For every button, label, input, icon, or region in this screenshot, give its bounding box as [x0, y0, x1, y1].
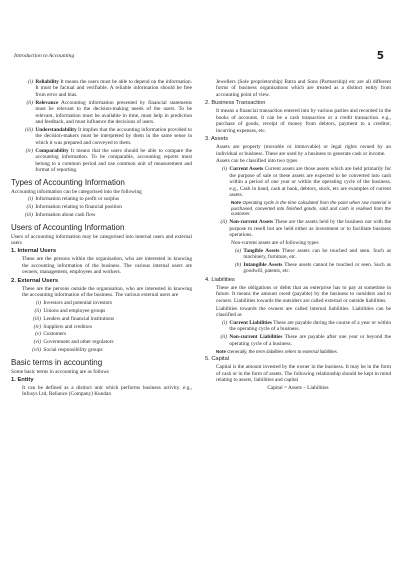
list-item — [11, 308, 192, 314]
page-number: 5 — [376, 50, 384, 62]
current-assets-item — [205, 166, 391, 198]
list-item — [11, 196, 192, 202]
definition: These are the assets held by the business not with the purpose to resell but are held either as investment or to facilitate business operations. — [229, 219, 391, 238]
page-header — [14, 52, 384, 64]
capital-formula: Capital = Assets – Liabilities — [267, 384, 329, 391]
types-intro: Accounting information can be categorised into the following — [11, 188, 142, 195]
term: Non-current Assets — [229, 219, 274, 226]
external-users-text: These are the persons outside the organisation, who are interested in knowing the accounting information of the business. The various external users are — [22, 285, 192, 299]
list-text: Information relating to profit or surplus — [35, 196, 120, 203]
assets-classified: Assets can be classified into two types — [216, 158, 298, 165]
liabilities-note — [205, 349, 391, 355]
list-item — [11, 324, 192, 330]
operating-cycle-note — [205, 200, 391, 217]
tangible-assets-item — [205, 248, 391, 261]
list-marker: (i) — [222, 319, 227, 326]
left-column — [11, 79, 192, 399]
subheading-liabilities: 4. Liabilities — [205, 276, 235, 283]
definition: These assets cannot be touched or seen. Such as goodwill, patents, etc. — [243, 261, 391, 275]
definition: Accounting information presented by financial statements must be relevant to the decision-making needs of the users. To be relevant, information must be available in time, must help in prediction and feedback, and must influence the decisions of users. — [35, 99, 192, 126]
non-current-liabilities-item — [205, 334, 391, 347]
entity-text: It can be defined as a distinct unit which performs business activity. e.g., Infosys Ltd, Reliance (Company) Kundan — [22, 385, 192, 398]
list-item — [11, 300, 192, 306]
subheading-internal-users: 1. Internal Users — [11, 248, 57, 255]
list-text: Investors and potential investors — [43, 300, 113, 307]
note-text: Operating cycle is the time calculated from the point when raw material is purchased, converted into finished goods, sold and cash is realised from the customer. — [231, 199, 391, 217]
list-marker: (i) — [28, 196, 33, 203]
term: Non-current Liabilities — [229, 334, 283, 341]
list-text: Suppliers and creditors — [43, 323, 93, 330]
list-text: Unions and employee groups — [43, 307, 106, 314]
right-column — [205, 79, 391, 393]
note-label: Note — [216, 348, 226, 354]
list-text: Social responsibility groups — [43, 347, 103, 354]
internal-users-text: These are the persons within the organisation, who are interested in knowing the accounting information of the business. The various internal users are owners, management, employees and workers. — [22, 256, 192, 276]
basic-terms-intro: Some basic terms in accounting are as follows — [11, 368, 110, 375]
list-marker: (b) — [234, 261, 241, 268]
list-marker: (vi) — [33, 339, 41, 346]
term: Reliability — [35, 79, 59, 85]
list-marker: (ii) — [220, 219, 227, 226]
non-current-assets-item — [205, 219, 391, 238]
note-text: Generally, the term liabilities refers to external liabilities. — [226, 348, 338, 354]
quality-item — [11, 127, 192, 146]
term: Intangible Assets — [243, 261, 283, 268]
list-marker: (iv) — [33, 323, 41, 330]
assets-text: Assets are property (movable or immovable) or legal rights owned by an individual or business. These are used by a business to generate cash or income. — [216, 144, 391, 157]
list-marker: (vii) — [32, 347, 41, 354]
list-item — [11, 316, 192, 322]
section-heading-basic-terms: Basic terms in accounting — [11, 357, 103, 367]
list-text: Lenders and financial institutions — [43, 315, 115, 322]
definition: It implies that the accounting information provided to the decision-makers must be interpreted by them in the same sense in which it was prepared and conveyed to them. — [35, 126, 192, 146]
term: Tangible Assets — [243, 247, 280, 254]
liabilities-text: These are the obligations or debts that an enterprise has to pay at sometime in future. It means the amount owed (payable) by the business to outsiders and to owners. Liabilities towards the outsiders are called external or outside liabilities. — [216, 284, 391, 304]
list-marker: (iv) — [25, 147, 33, 154]
subheading-assets: 3. Assets — [205, 136, 229, 143]
definition: It means the users must be able to depend on the information. It must be factual and verifiable. A reliable information should be free from error and bias. — [35, 79, 192, 98]
list-text: Government and other regulators — [43, 339, 114, 346]
subheading-external-users: 2. External Users — [11, 277, 59, 284]
quality-item — [11, 79, 192, 98]
subheading-entity: 1. Entity — [11, 377, 34, 384]
term: Current Assets — [229, 166, 264, 173]
definition: Current assets are those assets which are held primarily for the purpose of sale or these assets are expected to be converted into cash within a period of one year or within the operating cycle of the business. e.g., Cash in hand, cash at bank, debtors, stock, etc are examples of current assets. — [229, 166, 391, 199]
section-heading-types: Types of Accounting Information — [11, 177, 125, 187]
list-marker: (ii) — [26, 204, 33, 211]
list-marker: (i) — [222, 166, 227, 173]
business-transaction-text: It means a financial transaction entered into by various parties and recorded in the books of accounts. It can be a cash transaction or a credit transaction. e.g., purchase of goods, receipt of money from debtors, payment to a creditor, incurring expenses, etc. — [216, 108, 391, 134]
list-text: Customers — [43, 331, 67, 338]
subheading-capital: 5. Capital — [205, 356, 230, 363]
list-marker: (iii) — [25, 126, 33, 133]
definition: These are payable during the course of a year or within the operating cycle of a business. — [229, 319, 391, 333]
list-item — [11, 347, 192, 353]
list-marker: (v) — [35, 331, 41, 338]
term: Current Liabilities — [229, 319, 272, 326]
quality-item — [11, 100, 192, 126]
list-marker: (ii) — [26, 99, 33, 106]
list-marker: (ii) — [220, 334, 227, 341]
capital-text: Capital is the amount invested by the owner in the business. It may be in the form of cash or in the form of assets. The following relationship should be kept in mind relating to assets, liabilities and capital — [216, 364, 391, 384]
entity-text-continued: Jewellers (Sole proprietorship) Batra and Sons (Partnership) etc are all different forms of business organisations which are treated as a distinct entity from accounting point of view. — [216, 79, 391, 98]
definition: These are payable after one year or beyond the operating cycle of a business. — [229, 334, 391, 347]
list-marker: (iii) — [33, 315, 41, 322]
list-item — [11, 212, 192, 218]
list-item — [11, 331, 192, 337]
list-marker: (i) — [36, 300, 41, 307]
list-marker: (a) — [234, 247, 241, 254]
subheading-business-transaction: 2. Business Transaction — [205, 100, 266, 107]
quality-item — [11, 148, 192, 174]
list-item — [11, 339, 192, 345]
term: Comparability — [35, 147, 69, 154]
list-marker: (ii) — [34, 307, 41, 314]
section-heading-users: Users of Accounting Information — [11, 222, 125, 232]
current-liabilities-item — [205, 320, 391, 333]
definition: These assets can be touched and seen. Such as machinery, furniture, etc. — [243, 247, 391, 261]
users-intro: Users of accounting information may be categorised into internal users and external users — [11, 233, 192, 246]
running-title: Introduction to Accounting — [14, 53, 75, 59]
list-marker: (i) — [28, 79, 33, 85]
liabilities-internal: Liabilities towards the owners are called internal liabilities. Liabilities can be classified as — [216, 305, 391, 319]
list-item — [11, 204, 192, 210]
non-current-types-intro: Non-current assets are of following types — [231, 239, 319, 246]
list-marker: (iii) — [25, 212, 33, 219]
definition: It means that the users should be able to compare the accounting information. To be comparable, accounting reports must belong to a common period and use common unit of measurement and format of reporting. — [35, 147, 192, 174]
list-text: Information about cash flow — [35, 212, 96, 219]
list-text: Information relating to financial position — [35, 204, 122, 211]
note-label: Note — [231, 199, 241, 205]
term: Relevance — [35, 99, 59, 106]
intangible-assets-item — [205, 262, 391, 275]
term: Understandability — [35, 126, 77, 133]
